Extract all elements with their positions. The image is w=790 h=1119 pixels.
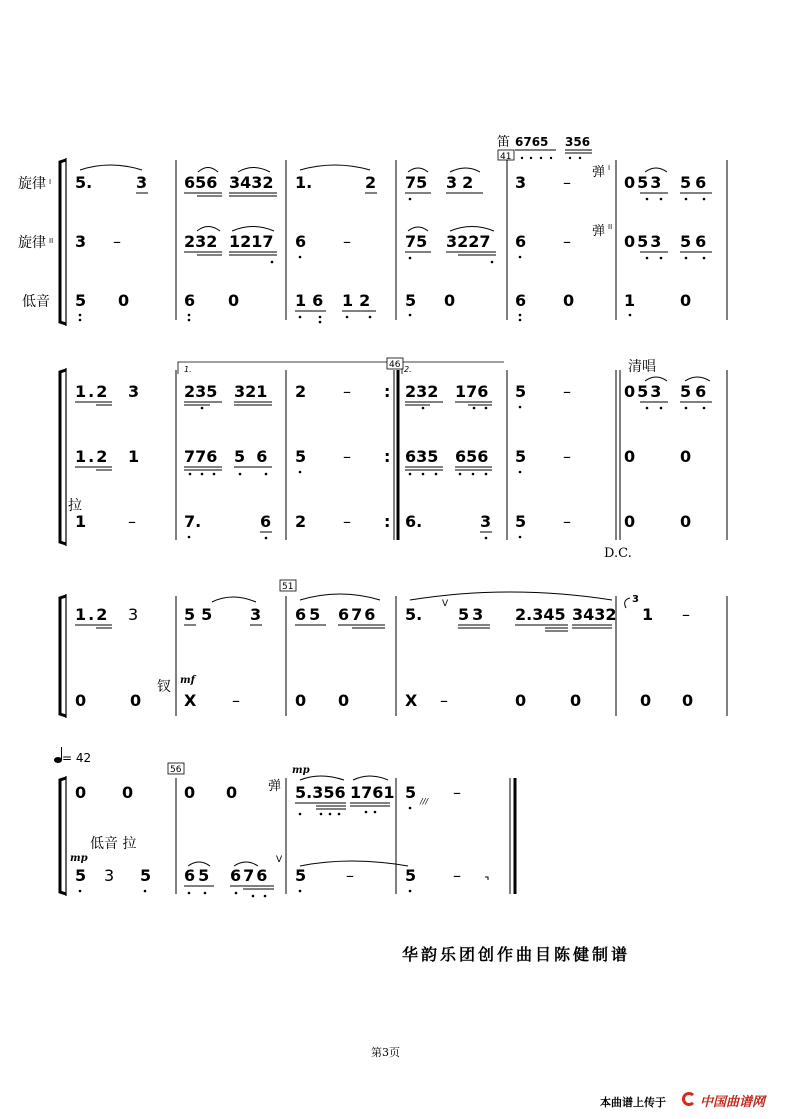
flute-notes-b: 356 [565,135,591,149]
note-group: 6 [515,291,527,310]
note-group: 0 [118,291,130,310]
system-2 [60,358,727,561]
note-group: 65 [295,605,324,624]
site-name: 中国曲谱网 [700,1095,766,1110]
note-group: 5 [515,512,527,531]
svg-text:V: V [442,599,449,609]
note-group: – [346,866,354,885]
note-group: 5 [295,447,307,466]
note-group: 5 [75,866,87,885]
label-sing-clear: 清唱 [628,359,656,375]
dc-mark: D.C. [604,546,632,561]
label-pluck: 弹 [268,779,282,794]
note-group: 5 [515,382,527,401]
label-pluck1: 弹 [592,165,606,180]
svg-text::: : [384,512,391,531]
label-bass-bow: 低音 拉 [90,836,137,852]
note-group: X [184,691,197,710]
note-group: 5 [295,866,307,885]
note-group: X [405,691,418,710]
note-group: – [232,691,240,710]
page-number: 第3页 [371,1046,400,1059]
note-group: 3 [480,512,492,531]
note-group: 6 [260,512,272,531]
label-pluck2: 弹 [592,224,606,239]
note-group: – [453,783,461,802]
rehearsal-mark-41: 41 [500,152,512,162]
note-group: 3432 [229,173,274,192]
system-4 [54,747,515,897]
note-group: 0 [680,512,692,531]
note-group: 0 [570,691,582,710]
note-group: 3 [128,382,140,401]
label-pluck2-roman: II [608,223,613,231]
note-group: 6 [295,232,307,251]
note-group: 5 [75,291,87,310]
note-group: 3 [75,232,87,251]
label-bass: 低音 [22,294,50,310]
note-group: – [563,512,571,531]
note-group: 5. [75,173,93,192]
note-group: 0 [563,291,575,310]
arranger-credit: 华韵乐团创作曲目陈健制谱 [402,945,631,964]
note-group: 1. [295,173,313,192]
system-1 [18,135,727,326]
note-group: 55 [184,605,219,624]
svg-text:V: V [276,855,283,865]
note-group: 1.2 [75,605,110,624]
note-group: 0 [130,691,142,710]
note-group: 053 [624,173,664,192]
note-group: 3 [128,605,139,624]
label-melody2: 旋律 [18,235,46,251]
note-group: 676 [338,605,378,624]
flute-notes-a: 6765 [515,135,549,149]
note-group: – [563,382,571,401]
system-3 [60,580,727,718]
svg-text::: : [384,382,391,401]
note-group: 053 [624,382,664,401]
note-group: 3 [104,866,115,885]
label-cymbal: 钗 [157,679,171,695]
note-group: – [113,232,121,251]
note-group: – [682,605,690,624]
note-group: 56 [680,232,711,251]
note-group: 0 [680,291,692,310]
note-group: – [343,232,351,251]
note-group: 1217 [229,232,274,251]
note-group: 2 [365,173,377,192]
note-group: 0 [184,783,196,802]
rehearsal-mark-51: 51 [282,582,294,592]
note-group: 0 [682,691,694,710]
note-group: 56 [680,382,711,401]
note-group: 0 [640,691,652,710]
note-group: 12 [342,291,377,310]
note-group: 1 [624,291,636,310]
label-melody1: 旋律 [18,176,46,192]
note-group: 2 [295,512,307,531]
label-pluck1-roman: I [608,164,611,172]
dynamic-mp-top: mp [292,765,310,776]
note-group: 0 [338,691,350,710]
note-group: 3432 [572,605,617,624]
label-melody2-roman: II [49,237,54,245]
note-group: 75 [405,173,428,192]
note-group: 75 [405,232,428,251]
note-group: 0 [444,291,456,310]
note-group: 635 [405,447,439,466]
note-group: 1 [642,605,654,624]
note-group: 3 [136,173,148,192]
note-group: 5.356 [295,783,346,802]
note-group: – [343,447,351,466]
note-group: – [343,512,351,531]
note-group: 235 [184,382,218,401]
note-group: 656 [184,173,218,192]
label-bow: 拉 [68,498,82,514]
note-group: 6. [405,512,423,531]
note-group: 1.2 [75,447,110,466]
note-group: – [453,866,461,885]
note-group: 776 [184,447,218,466]
note-group: 321 [234,382,268,401]
note-group: 5 [515,447,527,466]
note-group: 0 [75,783,87,802]
note-group: 3 [515,173,527,192]
note-group: 0 [624,512,636,531]
note-group: 232 [405,382,439,401]
note-group: 2 [295,382,307,401]
note-group: 0 [624,447,636,466]
note-group: 5 [405,783,417,802]
note-group: 656 [455,447,489,466]
tempo-mark: = 42 [62,751,92,765]
note-group: – [343,382,351,401]
note-group: 232 [184,232,218,251]
note-group: 0 [226,783,238,802]
rehearsal-mark-46: 46 [389,360,401,370]
logo-icon [682,1092,696,1106]
note-group: 5. [405,605,423,624]
note-group: 6 [515,232,527,251]
dynamic-mf: mf [180,675,195,686]
note-group: – [563,447,571,466]
note-group: 1.2 [75,382,110,401]
note-group: 2.345 [515,605,566,624]
note-group: – [563,232,571,251]
note-group: 32 [446,173,479,192]
note-group: 7. [184,512,202,531]
note-group: 5 6 [234,447,268,466]
note-group: 0 [228,291,240,310]
note-group: 053 [624,232,664,251]
note-group: 65 [184,866,213,885]
note-group: 1761 [350,783,395,802]
note-group: 5 [405,291,417,310]
note-group: 1 [128,447,140,466]
site-logo[interactable] [682,1091,786,1109]
tuplet-3: 3 [632,594,639,605]
note-group: 56 [680,173,711,192]
upload-note: 本曲谱上传于 [600,1096,666,1109]
note-group: 0 [122,783,134,802]
note-group: – [563,173,571,192]
note-group: 676 [230,866,270,885]
note-group: – [128,512,136,531]
note-group: 53 [458,605,487,624]
volta-first: 1. [184,365,192,374]
note-group: 0 [75,691,87,710]
label-melody1-roman: I [49,178,52,186]
dynamic-mp-bottom: mp [70,853,88,864]
note-group: 0 [515,691,527,710]
svg-text::: : [384,447,391,466]
note-group: 5 [140,866,152,885]
note-group: 0 [295,691,307,710]
note-group: 6 [184,291,196,310]
note-group: – [440,691,448,710]
svg-text:///: /// [420,797,429,806]
note-group: 176 [455,382,489,401]
note-group: 3227 [446,232,491,251]
rehearsal-mark-56: 56 [170,765,182,775]
volta-second: 2. [404,365,412,374]
note-group: 3 [250,605,262,624]
note-group: 1 [75,512,87,531]
note-group: 0 [680,447,692,466]
label-flute: 笛 [497,135,511,150]
note-group: 16 [295,291,330,310]
note-group: 5 [405,866,417,885]
